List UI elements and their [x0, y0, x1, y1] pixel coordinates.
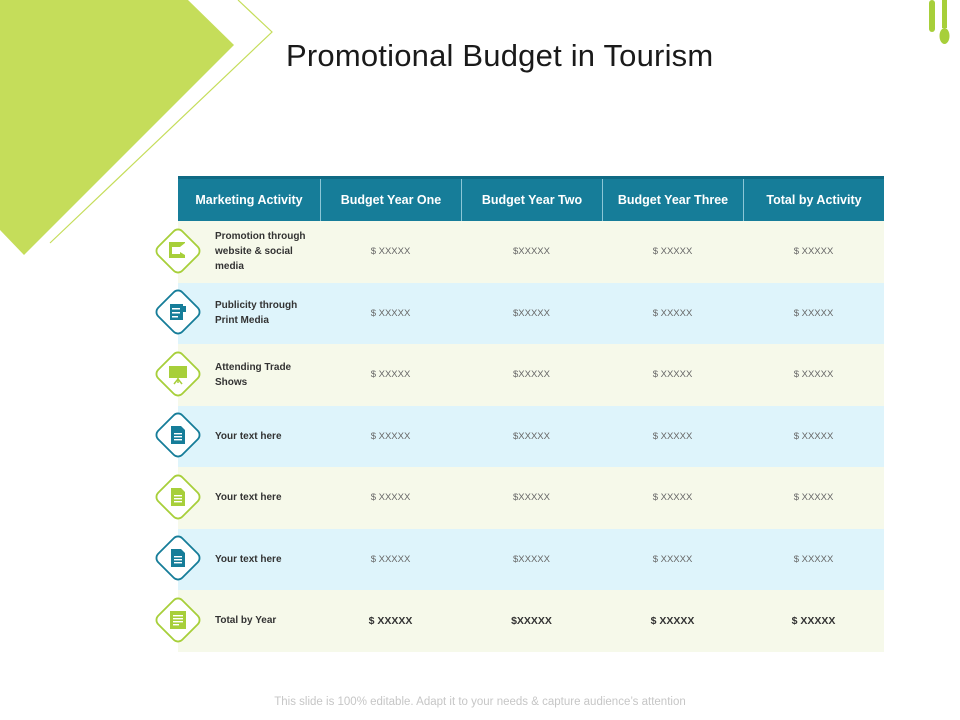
- value-cell: $ XXXXX: [652, 430, 693, 442]
- value-cell: $XXXXX: [513, 492, 550, 504]
- total-value-cell: $ XXXXX: [791, 614, 836, 627]
- table-row: [178, 529, 884, 591]
- total-value-cell: $XXXXX: [511, 614, 552, 627]
- activity-label: Your text here: [215, 430, 282, 442]
- value-cell: $ XXXXX: [793, 553, 834, 565]
- footer-note: This slide is 100% editable. Adapt it to your needs & capture audience’s attention: [274, 696, 686, 708]
- document-icon: [152, 532, 204, 584]
- table-row: [178, 344, 884, 406]
- header-budget-year-three: Budget Year Three: [602, 179, 743, 221]
- value-cell: $ XXXXX: [793, 307, 834, 319]
- value-cell: $ XXXXX: [652, 553, 693, 565]
- value-cell: $ XXXXX: [370, 307, 411, 319]
- activity-label: Your text here: [215, 492, 282, 504]
- activity-label: Your text here: [215, 553, 282, 565]
- value-cell: $ XXXXX: [793, 492, 834, 504]
- table-row: [178, 221, 884, 283]
- total-value-cell: $ XXXXX: [368, 614, 413, 627]
- header-budget-year-one: Budget Year One: [320, 179, 461, 221]
- value-cell: $XXXXX: [513, 369, 550, 381]
- value-cell: $ XXXXX: [652, 369, 693, 381]
- value-cell: $ XXXXX: [793, 246, 834, 258]
- total-row: [178, 590, 884, 652]
- table-header: [178, 176, 884, 221]
- print-media-icon: [152, 286, 204, 338]
- total-value-cell: $ XXXXX: [650, 614, 695, 627]
- value-cell: $ XXXXX: [370, 492, 411, 504]
- value-cell: $ XXXXX: [370, 430, 411, 442]
- value-cell: $XXXXX: [513, 307, 550, 319]
- web-promo-icon: [152, 225, 204, 277]
- activity-label: Attending Trade Shows: [215, 361, 292, 388]
- header-budget-year-two: Budget Year Two: [461, 179, 602, 221]
- activity-label: Total by Year: [215, 615, 277, 627]
- page-title: Promotional Budget in Tourism: [286, 38, 714, 73]
- table-row: [178, 467, 884, 529]
- value-cell: $ XXXXX: [370, 553, 411, 565]
- budget-table: [178, 176, 884, 652]
- document-icon: [152, 409, 204, 461]
- ledger-icon: [152, 594, 204, 646]
- utensils-icon: [926, 0, 956, 50]
- table-row: [178, 283, 884, 345]
- value-cell: $XXXXX: [513, 430, 550, 442]
- presentation-board-icon: [152, 348, 204, 400]
- value-cell: $ XXXXX: [652, 307, 693, 319]
- value-cell: $XXXXX: [513, 553, 550, 565]
- value-cell: $XXXXX: [513, 246, 550, 258]
- value-cell: $ XXXXX: [652, 246, 693, 258]
- value-cell: $ XXXXX: [793, 430, 834, 442]
- value-cell: $ XXXXX: [370, 369, 411, 381]
- table-row: [178, 406, 884, 468]
- header-total-by-activity: Total by Activity: [743, 179, 884, 221]
- value-cell: $ XXXXX: [793, 369, 834, 381]
- activity-label: Promotion through website & social media: [215, 231, 306, 273]
- document-icon: [152, 471, 204, 523]
- header-marketing-activity: Marketing Activity: [195, 193, 303, 207]
- activity-label: Publicity through Print Media: [215, 300, 298, 327]
- value-cell: $ XXXXX: [370, 246, 411, 258]
- value-cell: $ XXXXX: [652, 492, 693, 504]
